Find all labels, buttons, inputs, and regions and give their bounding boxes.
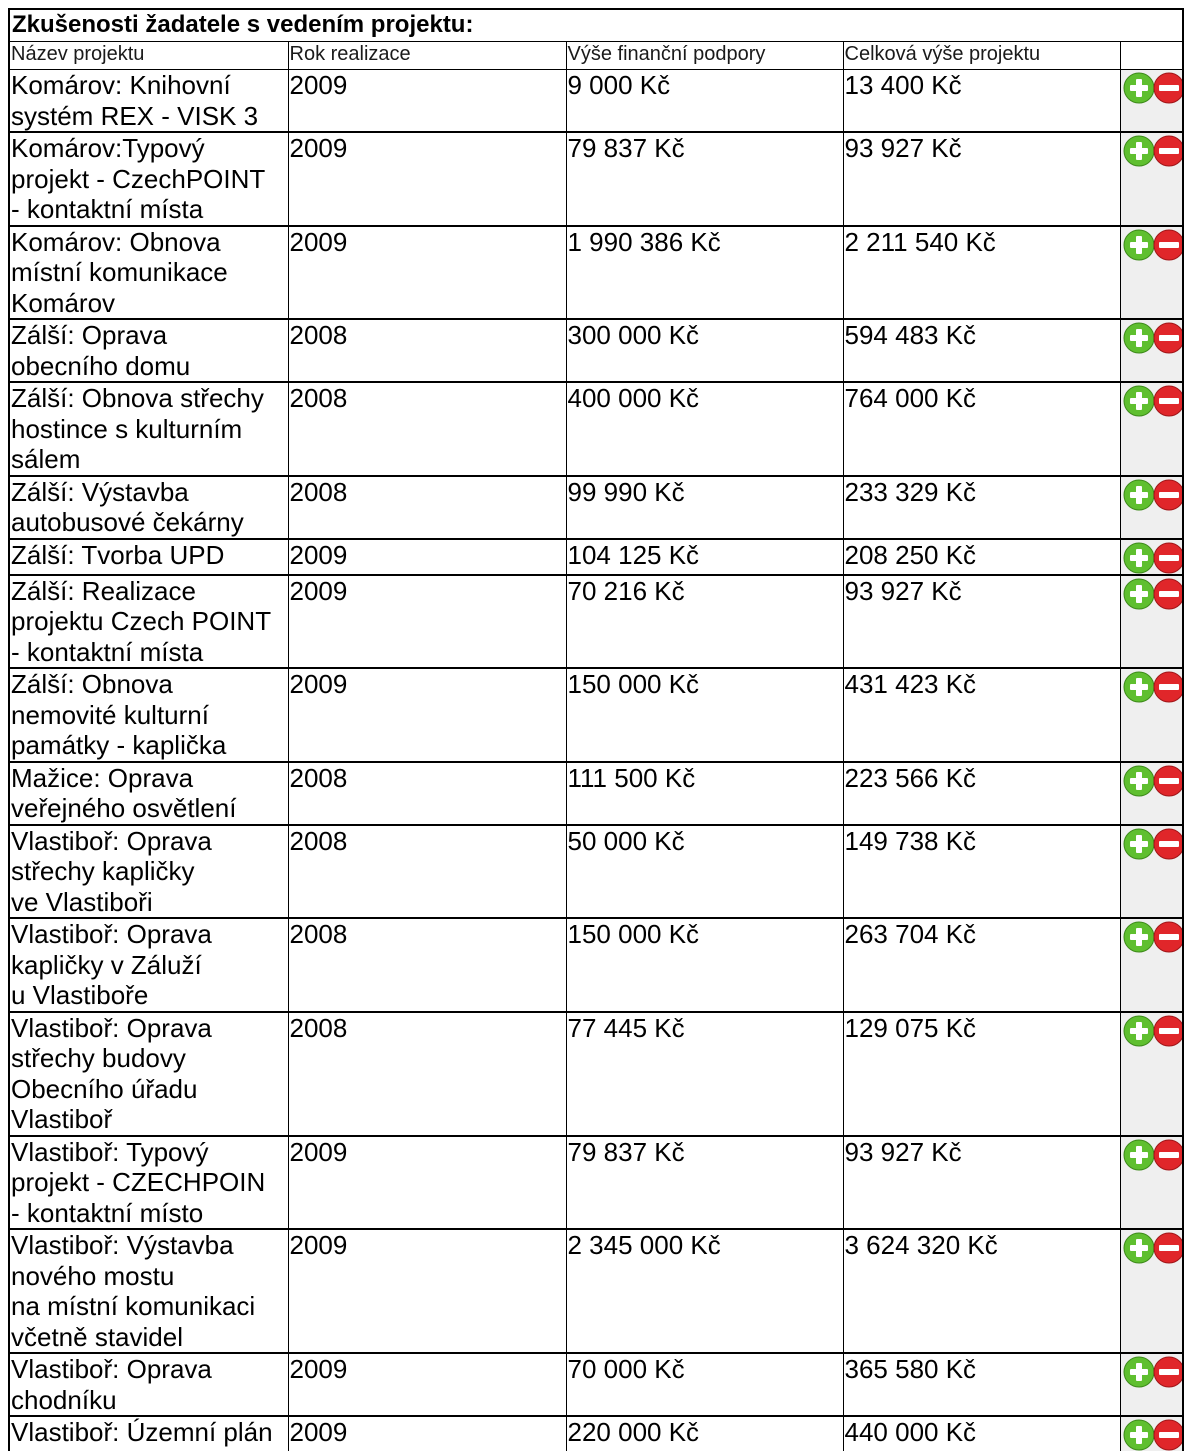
row-actions-cell — [1120, 1416, 1182, 1451]
table-row — [10, 1353, 1182, 1416]
project-name-cell: Vlastiboř: Oprava kapličky v Záluží u Vlastiboře — [10, 918, 288, 1012]
table-row — [10, 319, 1182, 382]
project-name-cell: Vlastiboř: Oprava střechy kapličky ve Vlastiboři — [10, 825, 288, 919]
project-year-cell: 2009 — [288, 132, 566, 226]
table-row — [10, 226, 1182, 320]
project-total-cell: 223 566 Kč — [843, 762, 1120, 825]
project-name-cell: Zálší: Realizace projektu Czech POINT - kontaktní místa — [10, 575, 288, 669]
project-grant-cell: 150 000 Kč — [566, 668, 843, 762]
add-row-icon[interactable] — [1123, 135, 1155, 167]
table-row — [10, 668, 1182, 762]
remove-row-icon[interactable] — [1153, 1356, 1183, 1388]
project-total-cell: 93 927 Kč — [843, 132, 1120, 226]
project-grant-cell: 50 000 Kč — [566, 825, 843, 919]
column-header-total: Celková výše projektu — [843, 42, 1120, 70]
row-actions-cell — [1120, 382, 1182, 476]
table-row — [10, 476, 1182, 539]
add-row-icon[interactable] — [1123, 921, 1155, 953]
row-actions-cell — [1120, 226, 1182, 320]
project-name-cell: Mažice: Oprava veřejného osvětlení — [10, 762, 288, 825]
table-row — [10, 1416, 1182, 1451]
remove-row-icon[interactable] — [1153, 765, 1183, 797]
add-row-icon[interactable] — [1123, 229, 1155, 261]
project-name-cell: Zálší: Obnova nemovité kulturní památky - kaplička — [10, 668, 288, 762]
table-row — [10, 539, 1182, 575]
remove-row-icon[interactable] — [1153, 671, 1183, 703]
project-grant-cell: 111 500 Kč — [566, 762, 843, 825]
project-grant-cell: 77 445 Kč — [566, 1012, 843, 1136]
project-total-cell: 13 400 Kč — [843, 70, 1120, 133]
row-actions-cell — [1120, 1353, 1182, 1416]
add-row-icon[interactable] — [1123, 1356, 1155, 1388]
table-header-row — [10, 42, 1182, 70]
add-row-icon[interactable] — [1123, 828, 1155, 860]
row-actions-cell — [1120, 918, 1182, 1012]
table-row — [10, 70, 1182, 133]
add-row-icon[interactable] — [1123, 1419, 1155, 1451]
column-header-year: Rok realizace — [288, 42, 566, 70]
project-year-cell: 2008 — [288, 825, 566, 919]
remove-row-icon[interactable] — [1153, 828, 1183, 860]
project-total-cell: 208 250 Kč — [843, 539, 1120, 575]
remove-row-icon[interactable] — [1153, 479, 1183, 511]
project-name-cell: Vlastiboř: Oprava střechy budovy Obecního úřadu Vlastiboř — [10, 1012, 288, 1136]
project-grant-cell: 9 000 Kč — [566, 70, 843, 133]
row-actions-cell — [1120, 575, 1182, 669]
project-year-cell: 2008 — [288, 382, 566, 476]
project-grant-cell: 300 000 Kč — [566, 319, 843, 382]
table-row — [10, 918, 1182, 1012]
add-row-icon[interactable] — [1123, 578, 1155, 610]
table-row — [10, 825, 1182, 919]
row-actions-cell — [1120, 132, 1182, 226]
project-total-cell: 93 927 Kč — [843, 575, 1120, 669]
remove-row-icon[interactable] — [1153, 578, 1183, 610]
project-year-cell: 2008 — [288, 319, 566, 382]
column-header-grant: Výše finanční podpory — [566, 42, 843, 70]
project-grant-cell: 79 837 Kč — [566, 132, 843, 226]
panel-title: Zkušenosti žadatele s vedením projektu: — [10, 10, 1182, 42]
project-name-cell: Vlastiboř: Typový projekt - CZECHPOIN - kontaktní místo — [10, 1136, 288, 1230]
row-actions-cell — [1120, 476, 1182, 539]
row-actions-cell — [1120, 1136, 1182, 1230]
table-row — [10, 1012, 1182, 1136]
add-row-icon[interactable] — [1123, 1232, 1155, 1264]
project-total-cell: 3 624 320 Kč — [843, 1229, 1120, 1353]
project-total-cell: 764 000 Kč — [843, 382, 1120, 476]
project-name-cell: Zálší: Obnova střechy hostince s kulturním sálem — [10, 382, 288, 476]
add-row-icon[interactable] — [1123, 671, 1155, 703]
project-grant-cell: 70 216 Kč — [566, 575, 843, 669]
table-row — [10, 575, 1182, 669]
project-total-cell: 263 704 Kč — [843, 918, 1120, 1012]
remove-row-icon[interactable] — [1153, 1015, 1183, 1047]
project-grant-cell: 79 837 Kč — [566, 1136, 843, 1230]
remove-row-icon[interactable] — [1153, 72, 1183, 104]
project-name-cell: Komárov: Obnova místní komunikace Komárov — [10, 226, 288, 320]
row-actions-cell — [1120, 1229, 1182, 1353]
add-row-icon[interactable] — [1123, 479, 1155, 511]
project-year-cell: 2009 — [288, 1353, 566, 1416]
project-year-cell: 2009 — [288, 668, 566, 762]
row-actions-cell — [1120, 668, 1182, 762]
project-name-cell: Vlastiboř: Oprava chodníku — [10, 1353, 288, 1416]
table-row — [10, 1136, 1182, 1230]
row-actions-cell — [1120, 1012, 1182, 1136]
remove-row-icon[interactable] — [1153, 135, 1183, 167]
add-row-icon[interactable] — [1123, 1139, 1155, 1171]
remove-row-icon[interactable] — [1153, 229, 1183, 261]
row-actions-cell — [1120, 70, 1182, 133]
project-year-cell: 2009 — [288, 1229, 566, 1353]
remove-row-icon[interactable] — [1153, 385, 1183, 417]
remove-row-icon[interactable] — [1153, 1232, 1183, 1264]
project-year-cell: 2009 — [288, 226, 566, 320]
project-year-cell: 2008 — [288, 476, 566, 539]
row-actions-cell — [1120, 319, 1182, 382]
project-total-cell: 440 000 Kč — [843, 1416, 1120, 1451]
project-name-cell: Vlastiboř: Územní plán — [10, 1416, 288, 1451]
project-year-cell: 2008 — [288, 762, 566, 825]
add-row-icon[interactable] — [1123, 385, 1155, 417]
add-row-icon[interactable] — [1123, 1015, 1155, 1047]
project-grant-cell: 220 000 Kč — [566, 1416, 843, 1451]
project-year-cell: 2009 — [288, 539, 566, 575]
project-name-cell: Zálší: Výstavba autobusové čekárny — [10, 476, 288, 539]
table-row — [10, 132, 1182, 226]
remove-row-icon[interactable] — [1153, 322, 1183, 354]
add-row-icon[interactable] — [1123, 542, 1155, 574]
project-year-cell: 2009 — [288, 1136, 566, 1230]
row-actions-cell — [1120, 825, 1182, 919]
project-total-cell: 431 423 Kč — [843, 668, 1120, 762]
project-year-cell: 2008 — [288, 1012, 566, 1136]
project-grant-cell: 1 990 386 Kč — [566, 226, 843, 320]
project-year-cell: 2009 — [288, 1416, 566, 1451]
project-name-cell: Komárov:Typový projekt - CzechPOINT - kontaktní místa — [10, 132, 288, 226]
project-total-cell: 365 580 Kč — [843, 1353, 1120, 1416]
projects-table — [10, 42, 1182, 1451]
project-grant-cell: 2 345 000 Kč — [566, 1229, 843, 1353]
add-row-icon[interactable] — [1123, 765, 1155, 797]
project-grant-cell: 150 000 Kč — [566, 918, 843, 1012]
remove-row-icon[interactable] — [1153, 921, 1183, 953]
project-name-cell: Zálší: Oprava obecního domu — [10, 319, 288, 382]
project-year-cell: 2009 — [288, 70, 566, 133]
add-row-icon[interactable] — [1123, 322, 1155, 354]
project-total-cell: 149 738 Kč — [843, 825, 1120, 919]
projects-panel — [8, 8, 1184, 1451]
project-year-cell: 2008 — [288, 918, 566, 1012]
project-total-cell: 594 483 Kč — [843, 319, 1120, 382]
column-header-name: Název projektu — [10, 42, 288, 70]
project-total-cell: 2 211 540 Kč — [843, 226, 1120, 320]
remove-row-icon[interactable] — [1153, 542, 1183, 574]
project-total-cell: 93 927 Kč — [843, 1136, 1120, 1230]
project-year-cell: 2009 — [288, 575, 566, 669]
row-actions-cell — [1120, 762, 1182, 825]
project-name-cell: Zálší: Tvorba UPD — [10, 539, 288, 575]
project-name-cell: Komárov: Knihovní systém REX - VISK 3 — [10, 70, 288, 133]
project-grant-cell: 400 000 Kč — [566, 382, 843, 476]
column-header-actions — [1120, 42, 1182, 70]
remove-row-icon[interactable] — [1153, 1419, 1183, 1451]
project-total-cell: 129 075 Kč — [843, 1012, 1120, 1136]
project-grant-cell: 104 125 Kč — [566, 539, 843, 575]
table-row — [10, 382, 1182, 476]
table-row — [10, 1229, 1182, 1353]
table-row — [10, 762, 1182, 825]
project-total-cell: 233 329 Kč — [843, 476, 1120, 539]
project-grant-cell: 99 990 Kč — [566, 476, 843, 539]
project-grant-cell: 70 000 Kč — [566, 1353, 843, 1416]
row-actions-cell — [1120, 539, 1182, 575]
remove-row-icon[interactable] — [1153, 1139, 1183, 1171]
project-name-cell: Vlastiboř: Výstavba nového mostu na místní komunikaci včetně stavidel — [10, 1229, 288, 1353]
add-row-icon[interactable] — [1123, 72, 1155, 104]
